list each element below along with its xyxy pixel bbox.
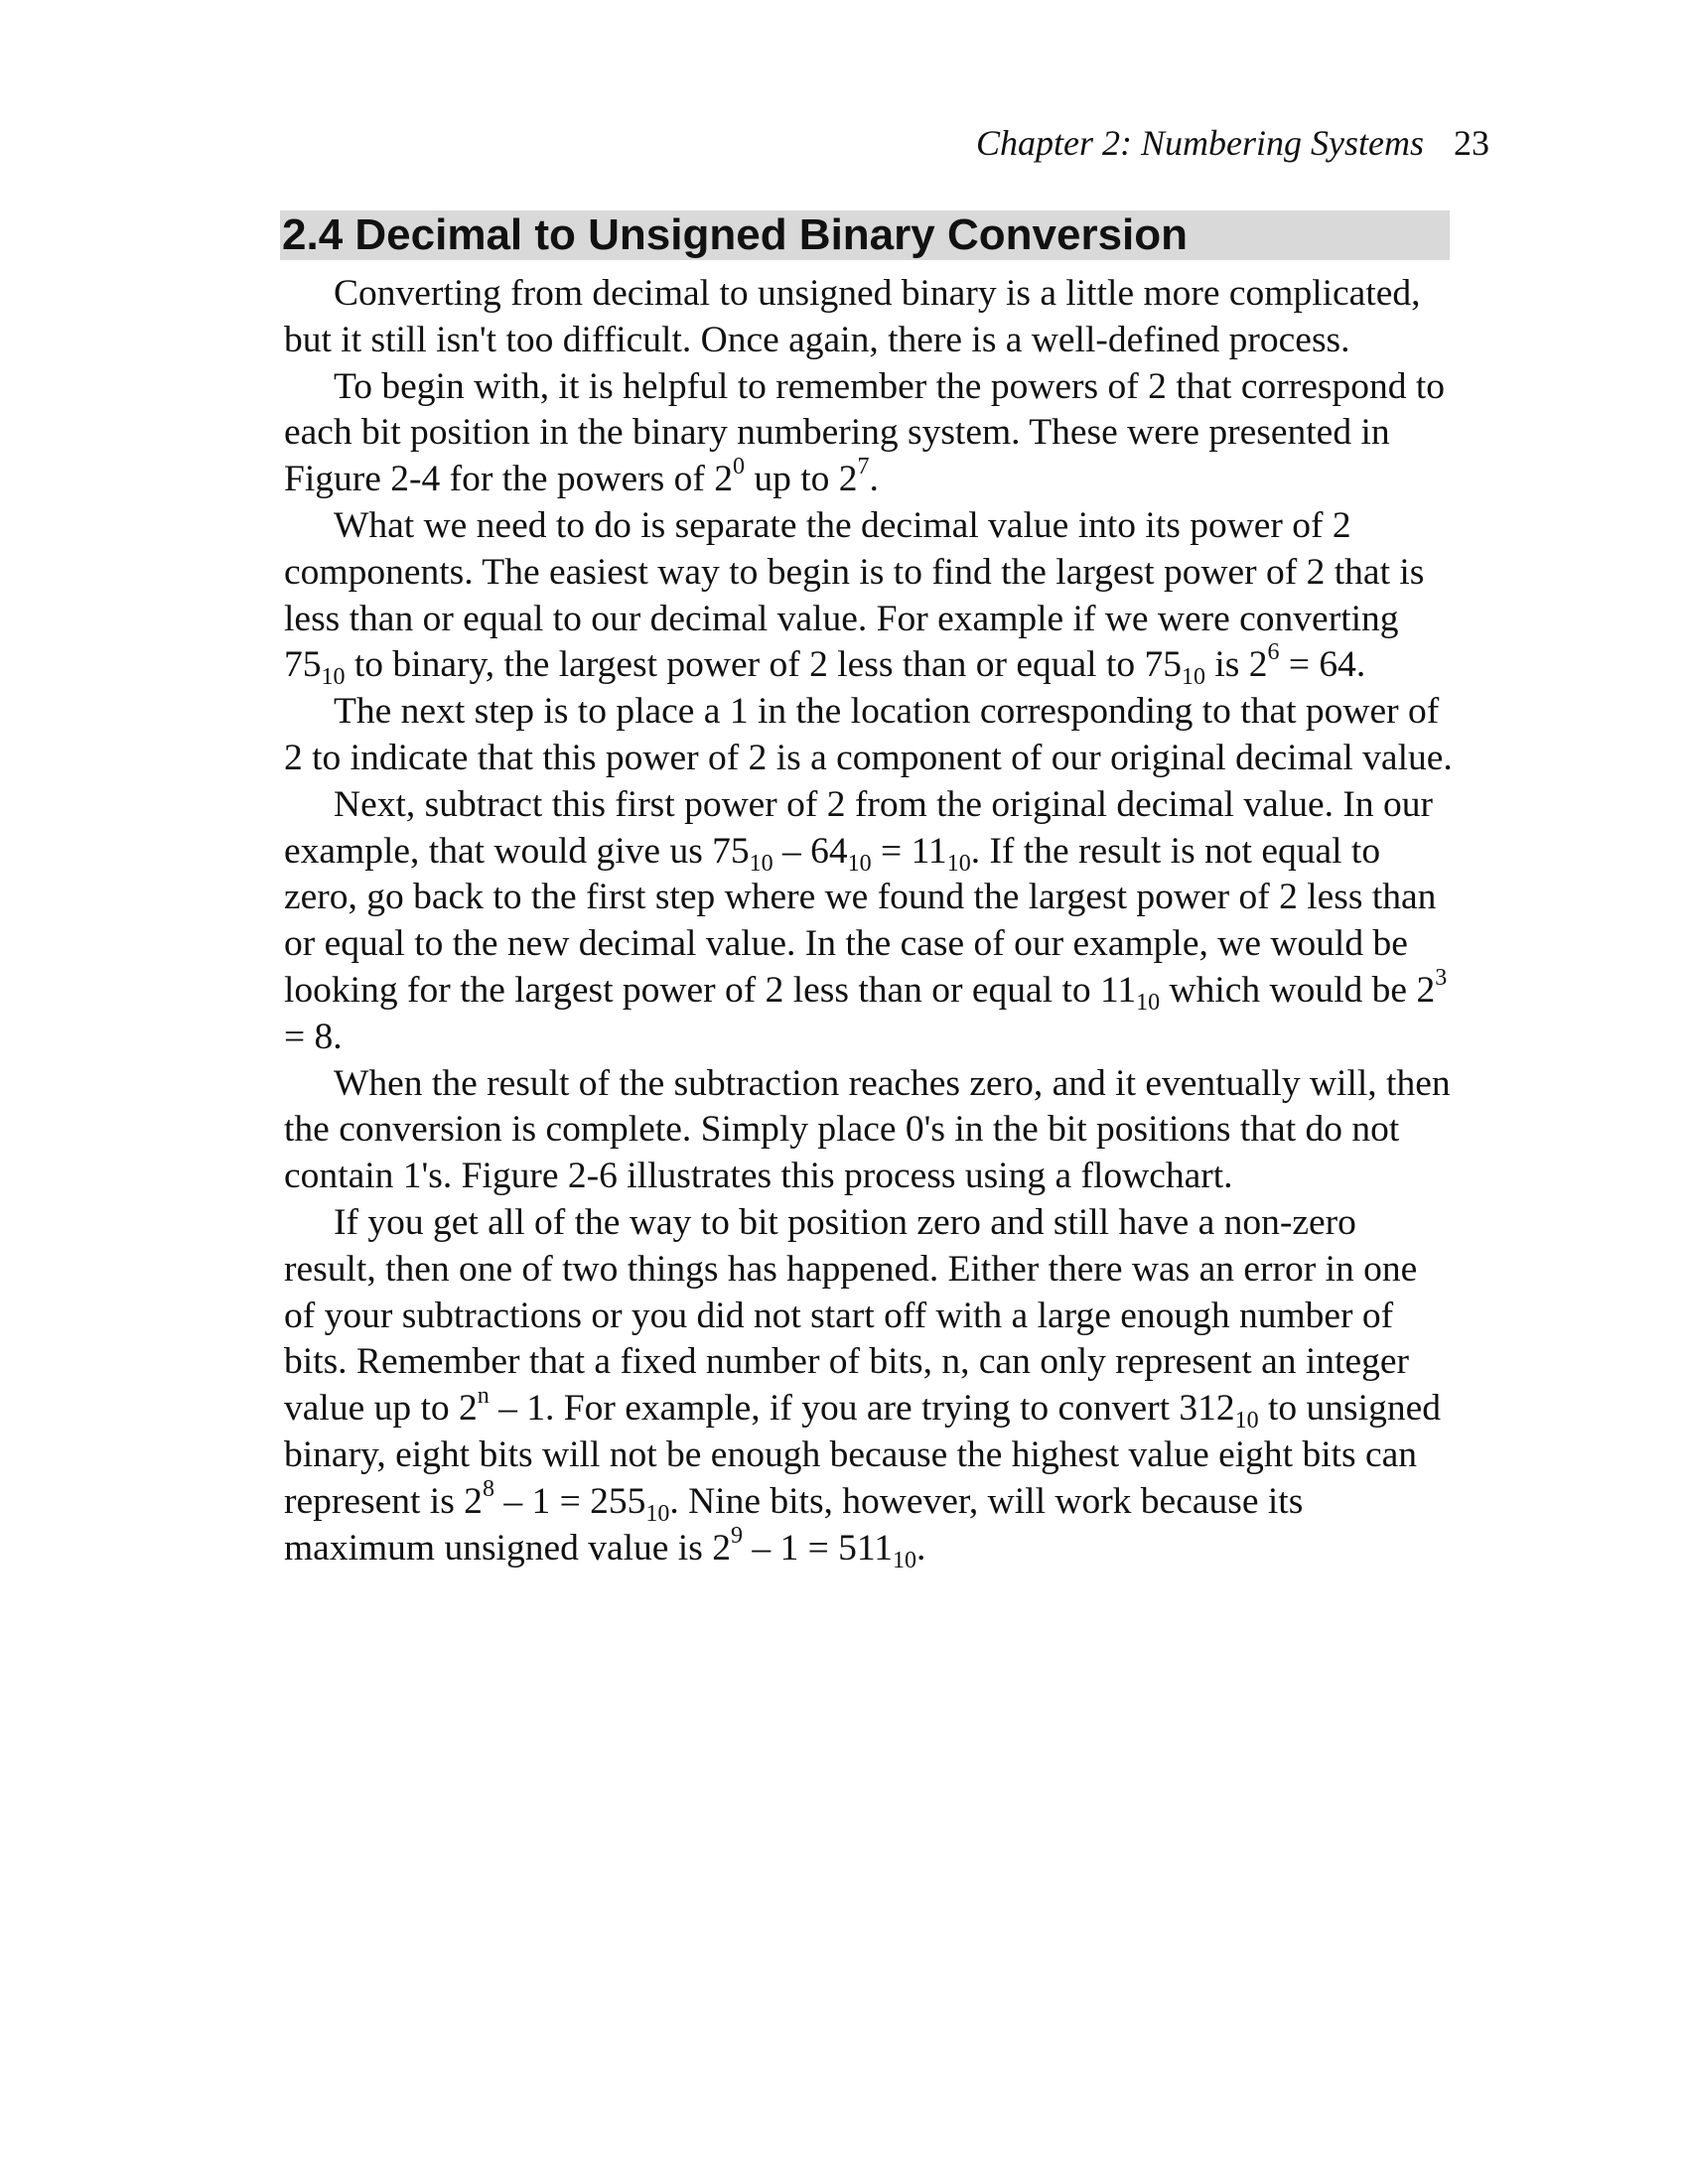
chapter-title: Chapter 2: Numbering Systems [976, 123, 1424, 163]
page-number: 23 [1454, 123, 1489, 163]
paragraph-5: Next, subtract this first power of 2 from the original decimal value. In our example, that would give us $75_{10} - 64_{10} = 11_{10}$. If the result is not equal to zero, go back to the first step where we found the largest power of 2 less than or equal to the new decimal value. In the case of our example, we would be looking for the largest power of 2 less than or equal to $11_{10}$ which would be $2^3 = 8$. [284, 783, 1448, 1057]
section-heading: 2.4 Decimal to Unsigned Binary Conversion [280, 210, 1450, 260]
paragraph-6: When the result of the subtraction reaches zero, and it eventually will, then the conversion is complete. Simply place 0's in the bit positions that do not contain 1's. Figure 2-6 illustrates this process using a flowchart. [284, 1062, 1451, 1197]
running-header [976, 121, 1489, 165]
body-text [284, 271, 1456, 1571]
paragraph-4: The next step is to place a 1 in the location corresponding to that power of 2 to indicate that this power of 2 is a component of our original decimal value. [284, 691, 1453, 778]
paragraph-1: Converting from decimal to unsigned binary is a little more complicated, but it still isn't too difficult. Once again, there is a well-defined process. [284, 273, 1421, 360]
paragraph-2: To begin with, it is helpful to remember the powers of 2 that correspond to each bit position in the binary numbering system. These were presented in Figure 2-4 for the powers of $2^0$ up to $2^7$. [284, 365, 1445, 500]
paragraph-3: What we need to do is separate the decimal value into its power of 2 components. The easiest way to begin is to find the largest power of 2 that is less than or equal to our decimal value. For example if we were converting $75_{10}$ to binary, the largest power of 2 less than or equal to $75_{10}$ is $2^6 = 64$. [284, 504, 1425, 691]
paragraph-7: If you get all of the way to bit position zero and still have a non-zero result, then one of two things has happened. Either there was an error in one of your subtractions or you did not start off with a large enough number of bits. Remember that a fixed number of bits, n, can only represent an integer value up to 2$^n$ – 1. For example, if you are trying to convert $312_{10}$ to unsigned binary, eight bits will not be enough because the highest value eight bits can represent is $2^8 - 1 = 255_{10}$. Nine bits, however, will work because its maximum unsigned value is $2^9 - 1 = 511_{10}$. [284, 1201, 1441, 1573]
